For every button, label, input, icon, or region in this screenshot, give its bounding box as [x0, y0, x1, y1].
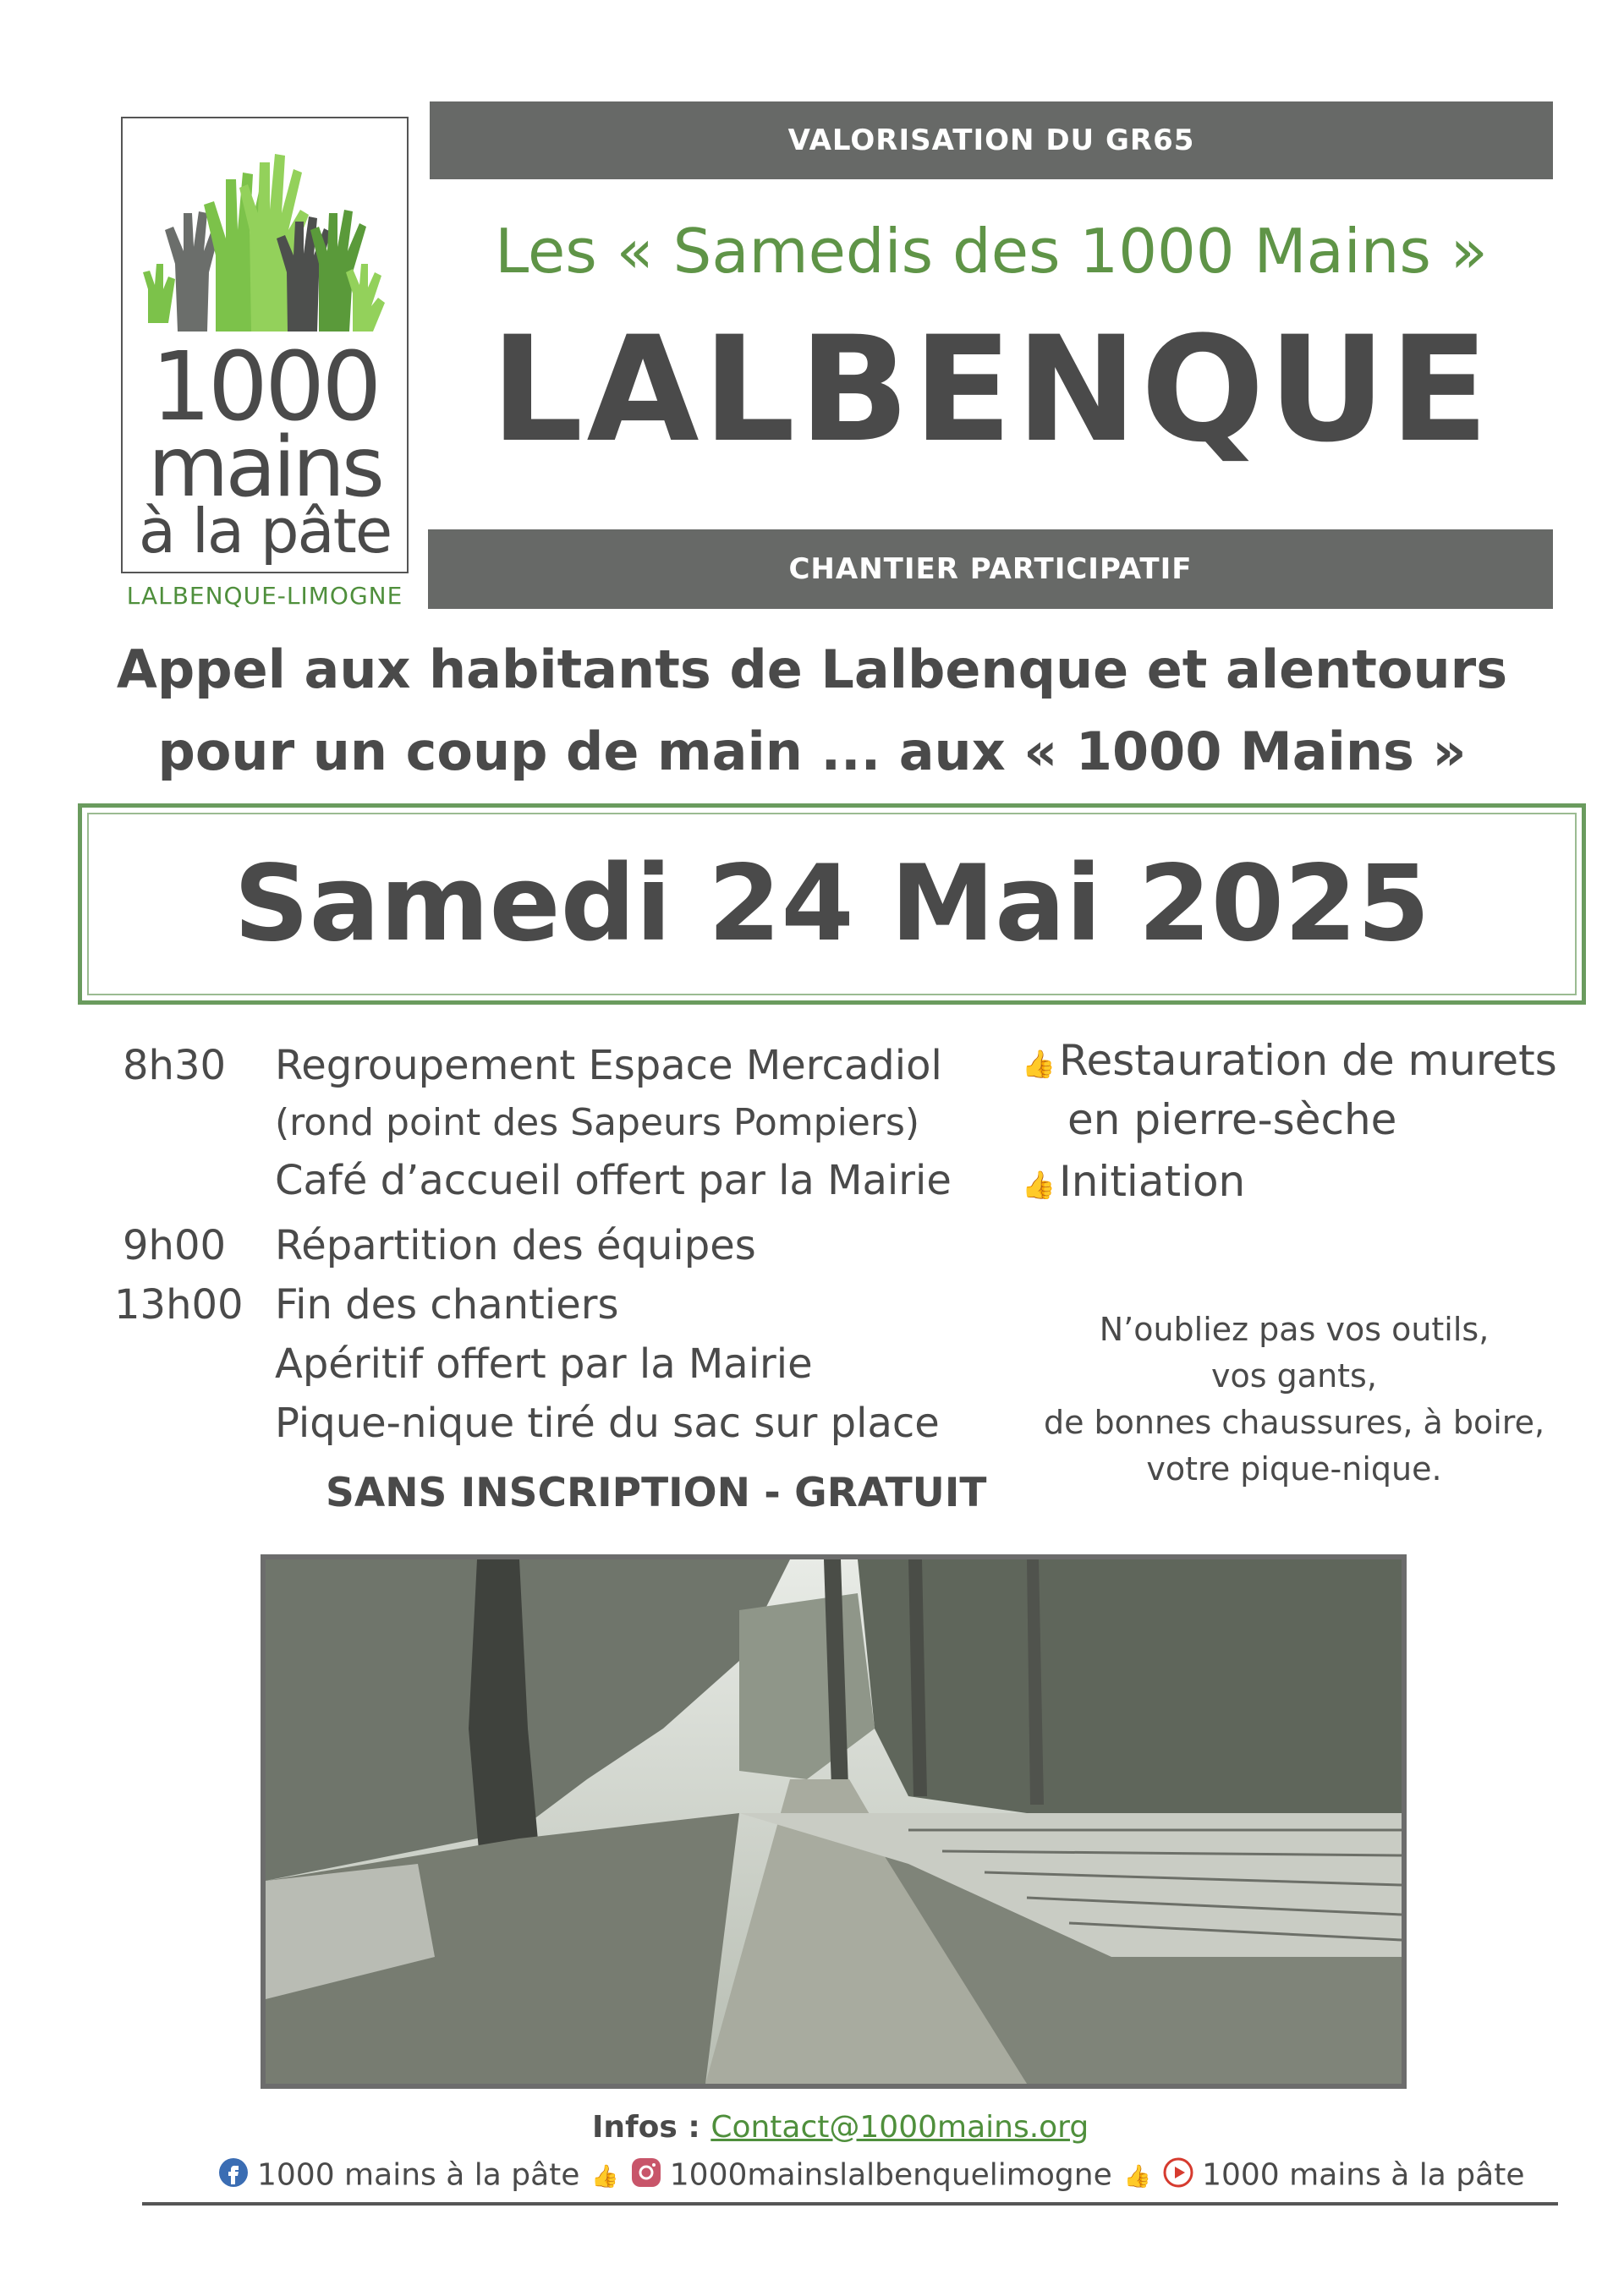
event-date: Samedi 24 Mai 2025	[233, 843, 1430, 965]
infos-label: Infos :	[592, 2110, 700, 2145]
registration-note: SANS INSCRIPTION - GRATUIT	[326, 1470, 987, 1516]
schedule-time-2: 9h00	[123, 1222, 227, 1269]
appeal-line-2: pour un coup de main ... aux « 1000 Mains »	[157, 721, 1467, 782]
schedule-desc-1-2: (rond point des Sapeurs Pompiers)	[275, 1101, 920, 1144]
activity-1-line-2: en pierre-sèche	[1067, 1095, 1397, 1144]
logo-text-pate: à la pâte	[138, 496, 392, 567]
forest-path-photo	[261, 1554, 1407, 2089]
logo-text-1000: 1000	[151, 332, 379, 442]
appeal-line-1: Appel aux habitants de Lalbenque et alentours	[116, 638, 1508, 700]
youtube-label[interactable]: 1000 mains à la pâte	[1202, 2157, 1525, 2193]
photo-illustration	[266, 1559, 1402, 2084]
reminder-line-3: de bonnes chaussures, à boire,	[1043, 1404, 1545, 1441]
facebook-label[interactable]: 1000 mains à la pâte	[257, 2157, 580, 2193]
thumbs-up-icon: 👍	[1022, 1047, 1056, 1080]
facebook-icon[interactable]	[218, 2157, 249, 2195]
bottom-banner: CHANTIER PARTICIPATIF	[428, 529, 1553, 609]
activity-1-line-1: Restauration de murets	[1059, 1036, 1557, 1085]
reminder-line-1: N’oubliez pas vos outils,	[1099, 1311, 1490, 1348]
instagram-label[interactable]: 1000mainslalbenquelimogne	[669, 2157, 1112, 2193]
separator-icon: 👍	[1123, 2163, 1152, 2189]
schedule-desc-2-1: Répartition des équipes	[275, 1222, 756, 1269]
activity-item-2	[1022, 1157, 1245, 1206]
logo	[121, 117, 409, 573]
contact-email-link[interactable]: Contact@1000mains.org	[710, 2110, 1089, 2145]
thumbs-up-icon: 👍	[1022, 1168, 1056, 1201]
equipment-reminder	[1023, 1307, 1565, 1493]
event-series-subtitle: Les « Samedis des 1000 Mains »	[495, 216, 1488, 287]
schedule-time-1: 8h30	[123, 1042, 227, 1089]
footer-divider	[142, 2202, 1558, 2206]
top-banner: VALORISATION DU GR65	[430, 101, 1553, 179]
separator-icon: 👍	[591, 2163, 619, 2189]
reminder-line-2: vos gants,	[1211, 1357, 1377, 1395]
info-line	[592, 2110, 1184, 2145]
schedule-desc-3-2: Apéritif offert par la Mairie	[275, 1340, 813, 1388]
activity-item-1	[1022, 1036, 1557, 1085]
logo-text-mains: mains	[148, 419, 381, 516]
youtube-icon[interactable]	[1163, 2157, 1193, 2195]
page-title: LALBENQUE	[490, 304, 1493, 474]
schedule-desc-3-1: Fin des chantiers	[275, 1281, 619, 1329]
schedule-desc-3-3: Pique-nique tiré du sac sur place	[275, 1400, 940, 1447]
schedule-desc-1-3: Café d’accueil offert par la Mairie	[275, 1157, 952, 1204]
reminder-line-4: votre pique-nique.	[1146, 1450, 1442, 1488]
schedule-desc-1-1: Regroupement Espace Mercadiol	[275, 1042, 942, 1089]
logo-subtitle: LALBENQUE-LIMOGNE	[126, 582, 403, 610]
schedule-time-3: 13h00	[114, 1281, 244, 1329]
social-links	[218, 2157, 1572, 2195]
instagram-icon[interactable]	[631, 2157, 661, 2195]
activity-2-line-1: Initiation	[1059, 1157, 1246, 1206]
